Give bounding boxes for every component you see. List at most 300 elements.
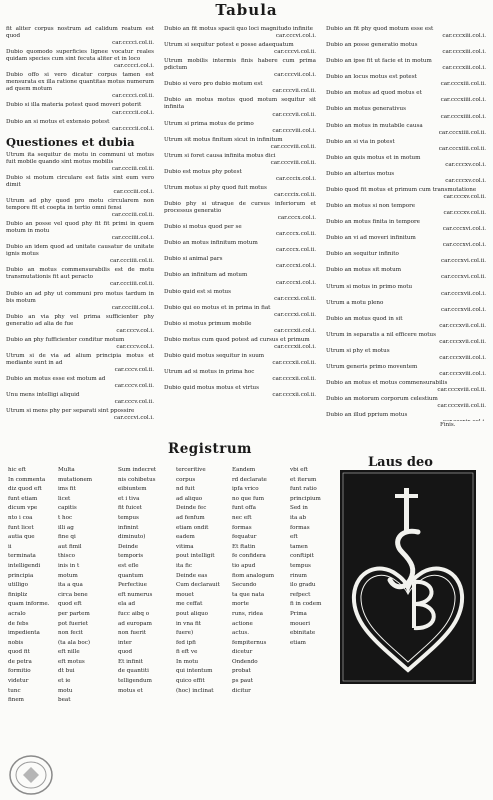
entry-reference: car.cccxi.col.i. [275,279,316,286]
index-entry [164,42,316,56]
entry-text: Dubio an motus quod in sit [326,315,403,322]
entry-text: Utrum si prima motus de primo [164,120,254,127]
entry-text: Dubio an illud pprium motus [326,412,408,419]
registrum-line: vbi eft [290,467,308,473]
entry-reference: car.cccix.col.i. [275,175,316,182]
index-entry [326,155,486,169]
entry-text: Dubio an motus si non tempore [326,203,416,210]
entry-text: Utrum ita sequitur de motu in communi ut motus fuit mobile quando sint motus mobilis [6,151,154,165]
registrum-line: dicetur [232,649,253,656]
entry-text: Dubio an ad phy ut communi pro motus tardum in bis motum [6,290,154,304]
registrum-line: diz quod eft [8,486,42,493]
entry-reference: car.cccxii.col.i. [274,327,316,334]
entry-text: Utrum ad si motus in prima hoc [164,369,255,376]
registrum-line: Cum declarauit [176,582,220,589]
entry-text: Utrum sit motus finitum sicut in infinitum [164,136,283,143]
registrum-line: nis cohibetus [118,476,156,483]
registrum-line: et ie [58,678,71,685]
index-entry [326,380,486,394]
index-entry [164,240,316,254]
entry-text: Dubio an alterius motus [326,170,395,177]
registrum-line: fuere) [176,630,194,637]
registrum-line: non fuerit [118,630,147,637]
index-entry [164,353,316,367]
entry-text: Dubio an motus motus quod motum sequitur sit infinita [164,97,316,111]
index-entry [326,267,486,281]
registrum-line: aut fimil [58,543,82,550]
registrum-line: ad fenfum [176,514,205,521]
registrum-column [118,466,164,696]
registrum-line: fed ipfi [176,639,196,646]
entry-reference: car.ccccii.col.i. [112,109,154,116]
entry-text: fit aliter corpus nostrum ad calidum reatum est quod [6,26,154,40]
index-entry [164,305,316,319]
registrum-line: Deinde [118,543,139,550]
registrum-line: motu [58,687,73,694]
registrum-line: impedienta [8,630,40,637]
index-entry [326,235,486,249]
registrum-line: finipliz [8,591,28,598]
registrum-line: terminata [8,553,36,560]
registrum-line: licet [58,495,71,502]
registrum-line: formas [232,524,252,531]
index-column-2 [164,26,316,451]
registrum-line: (ta ala boc) [58,639,91,646]
registrum-line: vitima [176,543,194,550]
registrum-line: finem [8,697,24,704]
entry-text: Dubio an infinitum ad motum [164,272,248,279]
index-entries-top [6,26,154,133]
entry-reference: car.cccvi.col.i. [275,33,316,40]
registrum-line: eft motus [58,658,85,665]
registrum-line: et iterum [290,476,317,483]
registrum-line: rd declarate [232,476,267,483]
entry-text: Dubio si motus primum mobile [164,320,252,327]
registrum-line: nobis [8,639,24,646]
index-entry [326,364,486,378]
printers-device-woodcut [340,470,476,684]
index-entry [164,169,316,183]
entry-reference: car.cccxiii.col.i. [442,65,486,72]
entry-reference: car.cccxiii.col.i. [442,49,486,56]
registrum-line: funt etiam [8,495,38,502]
entry-text: Dubio qui eo motus et in prima in fiat [164,304,271,311]
index-entry [164,337,316,351]
entry-reference: car.cccv.col.ii. [114,366,154,373]
index-entry [326,284,486,298]
registrum-line: eadem [176,534,195,541]
registrum-line: utilligo [8,582,28,589]
entry-text: Dubio an posse vel quod phy fit fit primi in quem motum in motu [6,221,154,235]
registrum-line: fit fuicet [118,505,142,512]
entry-reference: car.cccv.col.i. [116,327,154,334]
index-entry [326,42,486,56]
registrum-line: ilo gradu [290,582,316,589]
entry-reference: car.cccxi.col.ii. [274,295,316,302]
entry-text: Dubio an motus in mutabile causa [326,122,423,129]
registrum-line: ita ab [290,514,307,521]
entry-reference: car.cccxiii.col.ii. [440,81,486,88]
registrum-line: tempus [118,514,139,521]
entry-reference: car.cccxiiii.col.ii. [438,145,486,152]
registrum-line: quico effit [176,678,205,685]
device-caption: Laus deo [368,455,433,470]
entry-text: Dubio an via phy vel prima sufficienter phy generatio ad alia de fue [6,313,154,327]
entry-reference: car.ccccii.col.i. [112,125,154,132]
index-entry [326,26,486,40]
index-entry [164,137,316,151]
index-entry [6,152,154,173]
entry-text: Dubio quid est si motus [164,288,231,295]
entry-text: Utrum ad phy quod pro motu circularem non tempore fit et coepta in tertio omni fensi [6,197,154,211]
entry-reference: car.cccvi.col.ii. [274,49,316,56]
registrum-line: intelligendi [8,562,41,569]
registrum-line: fe confidera [232,553,266,560]
entry-text: Dubio si vero pro dubio motum est [164,81,263,88]
entry-reference: car.cccxii.col.i. [274,343,316,350]
entry-text: Dubio an locus motus est potest [326,74,417,81]
entry-reference: car.cccxiiii.col.ii. [438,129,486,136]
index-entry [326,203,486,217]
entry-reference: car.cccv.col.ii. [114,383,154,390]
registrum-line: In commenta [8,476,46,483]
index-entry [164,321,316,335]
entry-text: Dubio si illa materia potest quod moveri poterit [6,102,142,109]
registrum-line: dicum vpe [8,505,38,512]
entry-reference: car.cccxiii.col.i. [442,33,486,40]
finis-mark: Finis. [440,422,456,428]
entry-reference: car.ccciiii.col.i. [111,235,154,242]
registrum-line: Perfectiue [118,582,147,589]
registrum-line: etiam [290,639,306,646]
entry-reference: car.cccxviii.col.ii. [437,387,486,394]
entry-reference: car.ccciii.col.ii. [111,212,154,219]
entry-text: Dubio si motus quod per se [164,224,242,231]
index-entry [164,289,316,303]
registrum-line: formas [290,524,310,531]
registrum-line: eft [290,534,298,541]
entry-reference: car.cccxi.col.ii. [274,311,316,318]
registrum-line: quantum [118,572,144,579]
registrum-line: fi in codem [290,601,322,608]
index-entry [6,102,154,116]
registrum-line: ela ad [118,601,136,608]
registrum-column [176,466,222,696]
registrum-line: mouet [176,591,194,598]
entry-text: Dubio an motus commensurabilis est de motu transmutationis fit aut peracto [6,267,154,281]
entry-text: Dubio est motus phy potest [164,168,242,175]
registrum-line: circa bene [58,591,88,598]
index-entry [6,353,154,374]
index-entry [326,300,486,314]
index-entries [326,26,486,421]
registrum-line: quod eft [58,601,82,608]
registrum-line: moueri [290,620,311,627]
registrum-line: inis in t [58,562,80,569]
entry-text: Dubio si motum circulare est fatis sint eum vero dimit [6,174,154,188]
entry-text: Dubio an motorum corporum celestium [326,396,438,403]
registrum-line: fequatur [232,534,257,541]
index-entry [326,316,486,330]
entry-text: Dubio an vi ad moveri infinitum [326,235,416,242]
registrum-line: ps paut [232,678,253,685]
index-entry [326,106,486,120]
index-entry [6,221,154,242]
index-entry [6,175,154,196]
registrum-line: funt ratio [290,486,317,493]
registrum-line: Deinde fec [176,505,207,512]
registrum-line: ii [8,543,12,550]
entry-reference: car.ccciii.col.ii. [111,165,154,172]
registrum-line: principia [8,572,34,579]
entry-text: Dubio quomodo superficies lignee vocatur reales quidam species cum sint fecuta aliter et in loco [6,49,154,63]
registrum-line: temporis [118,553,144,560]
index-entry [326,348,486,362]
entry-text: Utrum si phy et motus [326,347,390,354]
registrum-line: de quantiti [118,668,149,675]
page-title: Tabula [215,1,278,19]
registrum-line: Et ftatin [232,543,256,550]
entry-text: Dubio an motus infinitum motum [164,240,258,247]
entry-reference: car.cccci.col.ii. [112,40,154,47]
index-entry [6,392,154,406]
entry-text: Dubio an motus finita in tempore [326,219,420,226]
entry-reference: car.cccvii.col.ii. [272,88,316,95]
entry-text: Dubio quid motus motus et virtus [164,385,259,392]
entry-reference: car.cccx.col.i. [277,215,316,222]
entry-reference: car.cccix.col.ii. [274,191,316,198]
registrum-line: eft nille [58,649,80,656]
index-entry [164,256,316,270]
registrum-line: nec eft [232,514,252,521]
registrum-line: quod fit [8,649,30,656]
registrum-line: formitio [8,668,31,675]
index-entry [6,49,154,70]
registrum-line: Eandem [232,467,256,473]
entry-text: Dubio phy si utraque de cursus inferiorum et processus generatio [164,201,316,215]
registrum-line: dt bui [58,668,75,675]
entry-text: Dubio an fit motus spacii quo loci magnitudo infinite [164,26,313,32]
entry-text: Utrum motus si phy quod fuit motus [164,184,267,191]
index-entries [164,26,316,399]
registrum-line: diminuto) [118,534,146,541]
entry-reference: car.cccx.col.ii. [275,231,316,238]
index-entry [164,201,316,222]
index-entry [164,81,316,95]
entry-reference: car.cccxviii.col.ii. [437,403,486,410]
entry-text: Unu mens intelligi aliquid [6,392,80,399]
entry-reference: car.ccciii.col.i. [113,188,154,195]
index-entry [6,244,154,265]
entry-reference: car.cccxii.col.ii. [272,359,316,366]
index-entry [326,412,486,421]
entry-reference: car.cccv.col.i. [116,343,154,350]
index-entry [326,123,486,137]
registrum-column [58,466,104,706]
registrum-line: fine qi [58,534,76,541]
entry-text: Dubio an quis motus et in motum [326,154,421,161]
entry-text: Utrum mobilis intermis finis habere cum prima pdictum [164,58,316,72]
entry-text: Dubio an motus esse est motum ad [6,376,106,383]
registrum-line: runs, ridea [232,610,263,617]
registrum-line: Multa [58,467,75,473]
index-entry [6,267,154,288]
index-entry [164,185,316,199]
registrum-line: Ondendo [232,658,258,665]
registrum-line: tempus [290,562,311,569]
index-entry [164,58,316,79]
entry-reference: car.cccxvi.col.ii. [440,274,486,281]
registrum-line: (hoc) inclinat [176,687,214,694]
registrum-line: beat [58,697,71,704]
registrum-line: qui intentum [176,668,213,675]
entry-reference: car.ccciiii.col.ii. [109,258,154,265]
registrum-line: probat [232,668,251,675]
entry-reference: car.cccv.col.ii. [114,399,154,406]
registrum-line: ta que nata [232,591,265,598]
index-entry [164,26,316,40]
registrum-line: Prima [290,610,307,617]
entry-text: Dubio motus cum quod potest ad cursus et primum [164,336,310,343]
registrum-line: hic eft [8,467,26,473]
index-entry [164,272,316,286]
index-entry [326,187,486,201]
entry-text: Utrum a motu pleno [326,299,384,306]
registrum-line: actione [232,620,253,627]
registrum-line: mutationem [58,476,93,483]
entry-text: Utrum si de via ad alium principia motus et mediante sunt in ad [6,352,154,366]
entry-reference: car.cccci.col.ii. [112,93,154,100]
entry-reference: car.cccxv.col.i. [445,161,486,168]
entry-text: Dubio an fit phy quod motum esse est [326,26,434,32]
registrum-line: t hoc [58,514,73,521]
index-entry [164,369,316,383]
entry-text: Dubio an idem quod ad unitate causatur de unitate ignis motus [6,244,154,258]
registrum-line: nto i coa [8,514,33,521]
entry-reference [326,419,486,421]
registrum-line: per partem [58,610,90,617]
entry-reference: car.cccxvii.col.ii. [439,338,486,345]
entry-text: Utrum si mens phy per separati sint ppossire [6,408,135,415]
registrum-column [232,466,278,696]
index-entry [6,314,154,335]
entry-reference: car.cccxvii.col.i. [440,290,486,297]
registrum-line: eft numerus [118,591,153,598]
registrum-column [8,466,54,706]
registrum-line: no que fum [232,495,264,502]
index-entry [164,224,316,238]
entry-text: Utrum si foret causa infinita motus dici [164,152,276,159]
registrum-line: de febs [8,620,29,627]
registrum-line: conftipit [290,553,314,560]
entry-reference: car.cccxv.col.ii. [443,210,486,217]
registrum-line: illi ag [58,524,74,531]
registrum-line: me ceffat [176,601,203,608]
registrum-line: autia que [8,534,35,541]
registrum-line: et i tiva [118,495,140,502]
registrum-line: fiom analogum [232,572,275,579]
entry-text: Dubio an phy fufficienter conditur motum [6,336,125,343]
registrum-line: tamen [290,543,308,550]
registrum-line: terceritive [176,467,206,473]
entry-reference: car.cccxviii.col.i. [439,354,486,361]
entry-text: Utrum si sequitur potest e posse adaequatum [164,42,294,49]
registrum-line: capitis [58,505,77,512]
entry-reference: car.cccxvii.col.ii. [439,322,486,329]
registrum-line: refpect [290,591,311,598]
registrum-line: quam informe. [8,601,50,608]
entry-text: Dubio quod fit motus et primum cum transmutatione [326,186,477,193]
registrum-line: ita a qua [58,582,83,589]
entry-text: Utrum generis primo moventem [326,363,418,370]
entry-text: Utrum in separatis a nil efficere motus [326,331,437,338]
registrum-line: eibiuntem [118,486,147,493]
entry-text: Dubio an motus generativus [326,106,406,113]
entry-text: Dubio an sequitur infinito [326,251,399,258]
registrum-line: dicitur [232,687,251,694]
entry-text: Dubio offo si vero dicatur corpus tamen est mensurata ex illa ratione quantitas motus numerum ad quem motum [6,72,154,93]
entry-reference: car.cccxvi.col.i. [442,226,486,233]
registrum-line: Secundo [232,582,257,589]
registrum-line: Sed in [290,505,308,512]
entry-reference: car.cccxv.col.ii. [443,193,486,200]
registrum-line: pout aliquo [176,610,209,617]
entry-reference: car.cccxii.col.ii. [272,376,316,383]
index-entry [326,74,486,88]
registrum-line: ipfa vrico [232,486,259,493]
entry-reference: car.cccxvi.col.ii. [440,258,486,265]
index-entry [164,121,316,135]
entry-reference: car.cccxviii.col.i. [439,371,486,378]
entry-reference: car.cccxiiii.col.i. [440,113,486,120]
registrum-line: fucc aibq o [118,610,150,617]
section-heading: Questiones et dubia [6,134,135,149]
index-entries-bottom [6,152,154,423]
registrum-line: etiam ondit [176,524,209,531]
entry-reference: car.cccxiiii.col.i. [440,97,486,104]
registrum-line: fi eft ve [176,649,198,656]
entry-text: Utrum si motus in primo motu [326,283,413,290]
registrum-line: quod [118,649,133,656]
cross-bar [395,494,418,498]
entry-reference: car.cccviii.col.i. [272,127,316,134]
entry-text: Dubio an motus et motus commensurabilis [326,380,448,387]
index-entry [6,408,154,422]
registrum-line: infinint [118,524,139,531]
registrum-line: nd fuit [176,486,195,493]
registrum-line: inter [118,639,132,646]
registrum-line: actus. [232,630,249,637]
entry-reference: car.cccx.col.ii. [275,247,316,254]
index-entry [326,58,486,72]
registrum-line: de petra [8,658,32,665]
registrum-line: acralo [8,610,26,617]
registrum-line: Et infinit [118,658,143,665]
registrum-line: telligendum [118,678,152,685]
registrum-line: principium [290,495,321,502]
registrum-line: fempiternus [232,639,267,646]
registrum-title: Registrum [168,441,252,457]
registrum-line: ebinitate [290,630,316,637]
library-stamp [6,752,56,798]
registrum-line: thisco [58,553,76,560]
registrum-line: morte [232,601,249,608]
registrum-line: rinum [290,572,307,579]
index-entry [164,385,316,399]
index-entry [6,291,154,312]
registrum-line: funt offa [232,505,256,512]
index-entry [326,251,486,265]
